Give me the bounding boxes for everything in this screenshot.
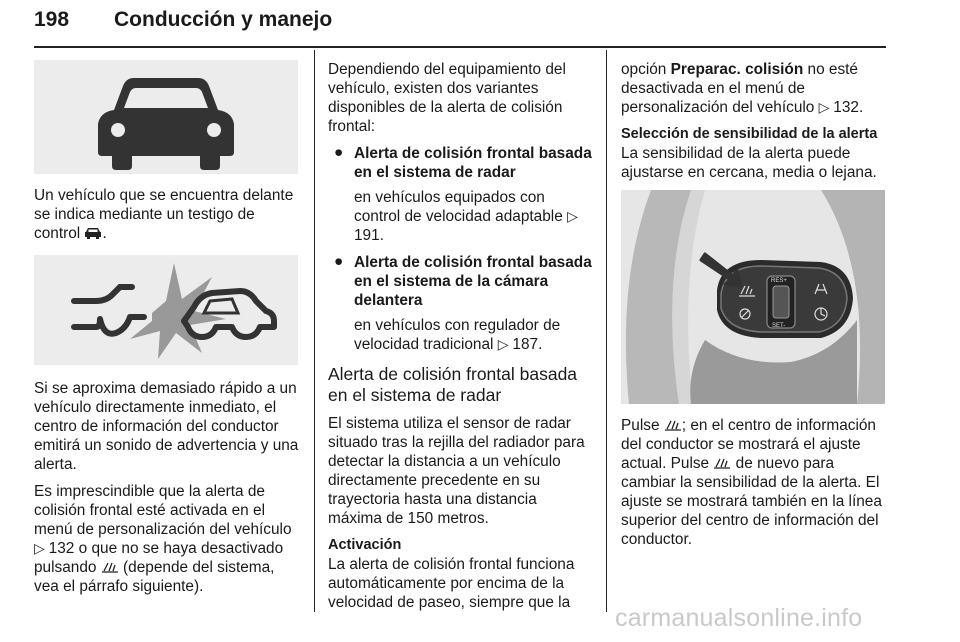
collision-icon	[34, 255, 298, 365]
column-divider-2	[606, 50, 607, 612]
column-divider-1	[314, 50, 315, 612]
bullet-camera-text: en vehículos con regulador de velocidad tradicional ▷ 187.	[354, 317, 561, 353]
column-3	[621, 60, 887, 557]
paragraph-option: opción Preparac. colisión no esté desactivada en el menú de personalización del vehículo ▷ 132.	[621, 61, 864, 116]
car-front-icon	[34, 60, 298, 174]
figure-steering-wheel	[621, 190, 885, 404]
paragraph-indicator: Un vehículo que se encuentra delante se indica mediante un testigo de control .	[34, 187, 294, 242]
watermark: carmanualsonline.info	[615, 604, 863, 632]
page-number: 198	[34, 8, 70, 31]
bullet-dot-icon: ●	[334, 253, 344, 270]
paragraph-radar: El sistema utiliza el sensor de radar situado tras la rejilla del radiador para detectar la distancia a un vehículo directamente precedente en su trayectoria hasta una distancia máxima de 150 metros.	[328, 415, 585, 527]
sensitivity-button-icon	[713, 455, 731, 472]
steering-wheel-illustration	[621, 190, 885, 404]
paragraph-press-switch: Pulse ; en el centro de información del conductor se mostrará el ajuste actual. Pulse de nuevo para cambiar la sensibilidad de la alerta. El ajuste se mostrará también en la línea superior del centro de información del conductor.	[621, 417, 882, 548]
column-2	[328, 60, 594, 620]
column-1	[34, 60, 300, 604]
paragraph-activation-note: Es imprescindible que la alerta de colisión frontal esté activada en el menú de personalización del vehículo ▷ 132 o que no se haya desactivado pulsando (depende del sistema, vea el párrafo siguiente).	[34, 483, 292, 595]
page-ref-arrow-icon: ▷	[567, 208, 578, 224]
paragraph-activation: La alerta de colisión frontal funciona automáticamente por encima de la velocidad de paseo, siempre que la	[328, 556, 575, 611]
res-button-label: RES+	[771, 278, 787, 284]
page-ref-arrow-icon: ▷	[497, 336, 513, 352]
section-heading-radar: Alerta de colisión frontal basada en el sistema de radar	[328, 364, 578, 405]
paragraph-sensitivity: La sensibilidad de la alerta puede ajustarse en cercana, media o lejana.	[621, 145, 877, 181]
page-header	[34, 4, 886, 44]
page-ref-arrow-icon: ▷	[818, 99, 834, 115]
paragraph-warning: Si se aproxima demasiado rápido a un vehículo directamente inmediato, el centro de información del conductor emitirá un sonido de advertencia y una alerta.	[34, 380, 299, 473]
sensitivity-button-icon	[101, 559, 119, 576]
bullet-radar-text: en vehículos equipados con control de velocidad adaptable ▷ 191.	[354, 189, 578, 244]
header-rule	[34, 46, 886, 48]
figure-vehicle-ahead-icon	[34, 60, 298, 174]
set-button-label: SET-	[772, 323, 786, 329]
figure-collision-warning	[34, 255, 298, 365]
bullet-radar: ● Alerta de colisión frontal basada en el sistema de radar	[334, 144, 592, 181]
bullet-camera: ● Alerta de colisión frontal basada en el sistema de la cámara delantera	[334, 253, 592, 309]
sensitivity-button-icon	[664, 417, 682, 434]
bullet-dot-icon: ●	[334, 144, 344, 161]
subheading-activation: Activación	[328, 537, 402, 553]
chapter-title: Conducción y manejo	[114, 8, 333, 31]
page-ref-arrow-icon: ▷	[34, 540, 49, 556]
car-indicator-icon	[84, 225, 102, 242]
subheading-sensitivity: Selección de sensibilidad de la alerta	[621, 126, 878, 142]
paragraph-variants-intro: Dependiendo del equipamiento del vehículo, existen dos variantes disponibles de la alerta de colisión frontal:	[328, 61, 566, 135]
